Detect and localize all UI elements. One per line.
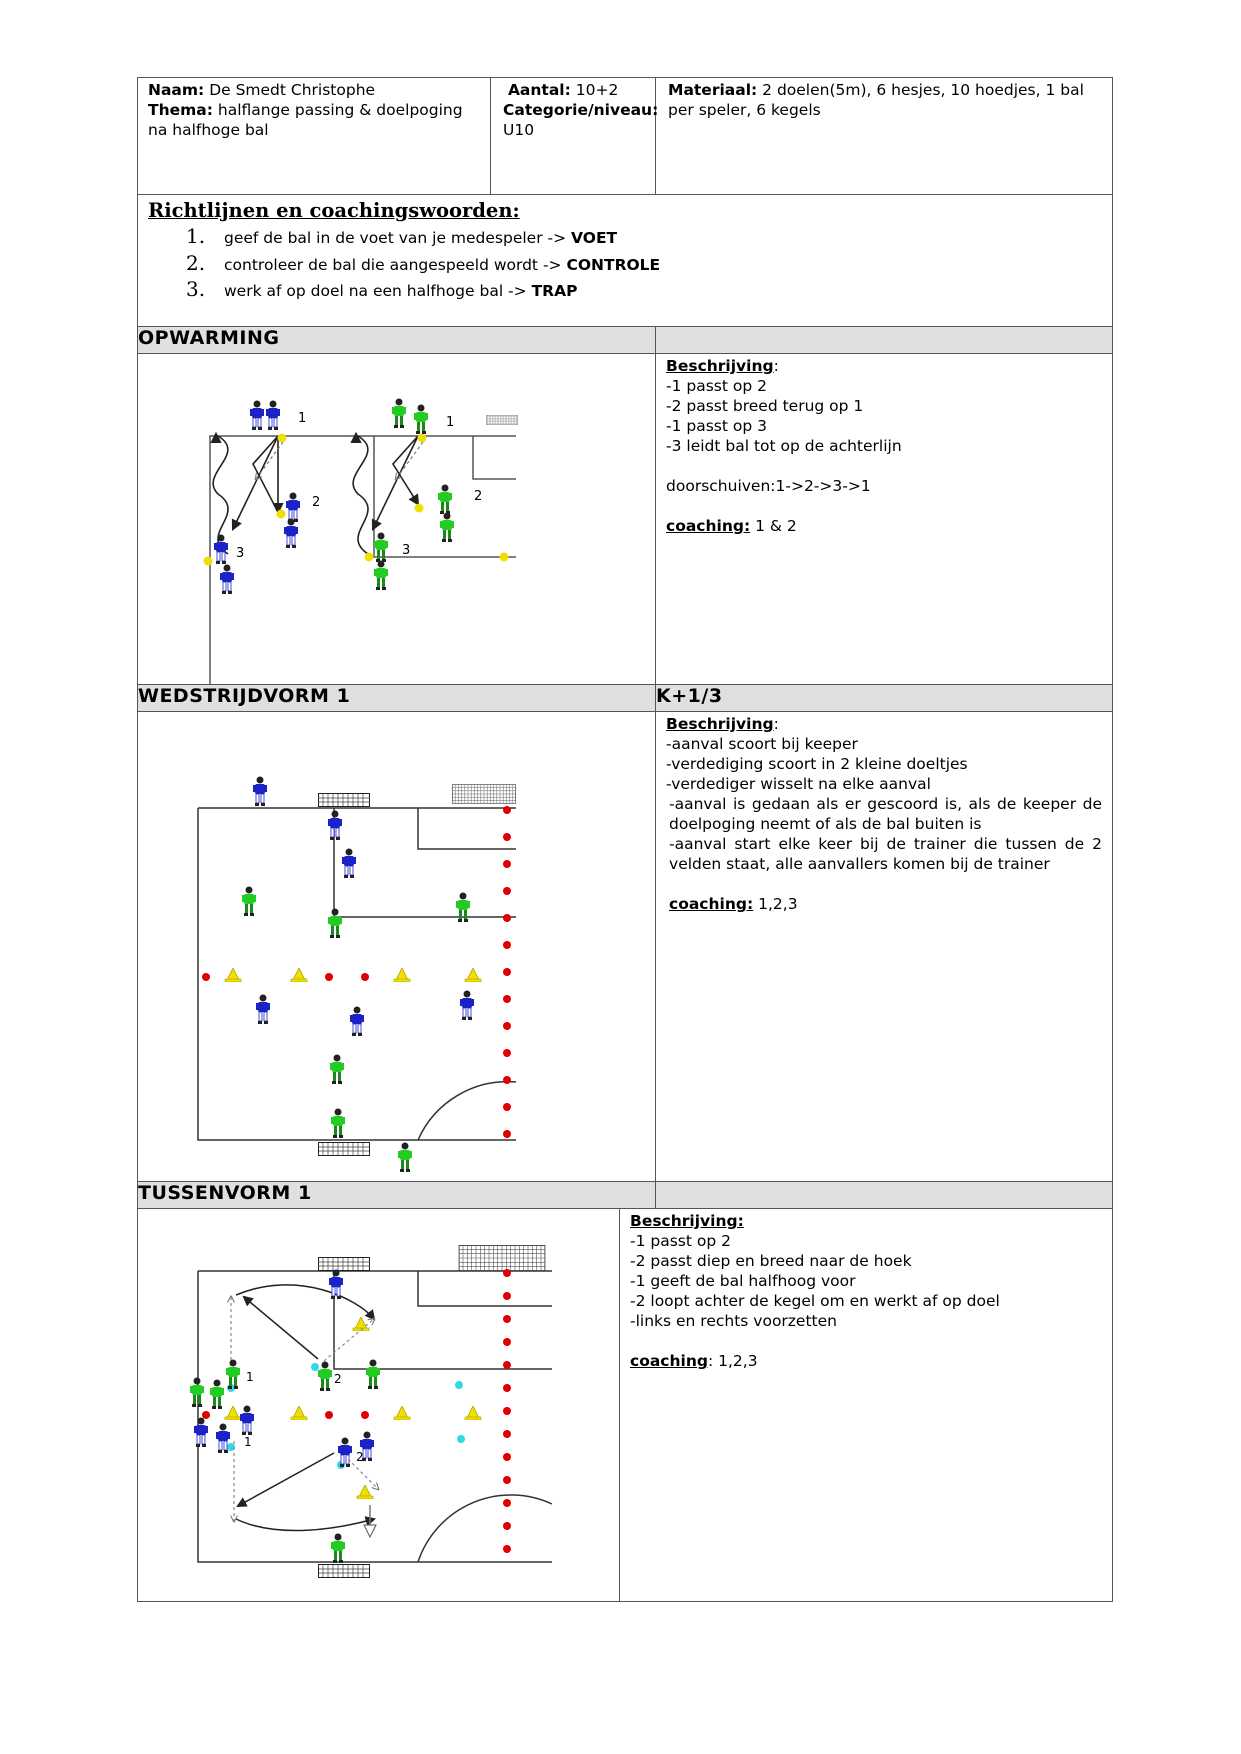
keeper-green-icon [331,1534,345,1564]
description-line: -verdediger wisselt na elke aanval [666,775,931,793]
description-line: -links en rechts voorzetten [630,1312,837,1330]
cone-icon [225,968,241,982]
keeper-blue-icon [328,811,342,841]
tussenvorm-diagram [138,1209,620,1602]
thema-label: Thema: [148,101,213,119]
guideline-item [148,224,1102,251]
section-header-wedstrijdvorm [138,685,1113,712]
section-subtitle [656,1182,1113,1209]
coaching-label: coaching: [666,517,751,535]
player-blue-icon [240,1406,254,1436]
session-table [137,77,1113,1602]
player-blue-icon [266,401,280,431]
description-line: -1 geeft de bal halfhoog voor [630,1272,856,1290]
section-title: WEDSTRIJDVORM 1 [138,685,656,712]
cone-icon [465,968,481,982]
guideline-text [224,282,577,300]
player-green-icon [366,1360,380,1390]
tussenvorm-field [138,1209,582,1601]
guideline-item [148,251,1102,278]
naam-value: De Smedt Christophe [209,81,376,99]
section-title: TUSSENVORM 1 [138,1182,656,1209]
player-green-icon [242,887,256,917]
session-sheet [137,77,1112,1602]
coaching-line [630,1351,1102,1371]
player-green-icon [392,399,406,429]
player-green-icon [438,485,452,515]
cone-icon [291,968,307,982]
opwarming-field [138,354,620,684]
player-green-icon [440,513,454,543]
coaching-label: coaching: [669,895,754,913]
player-number-label: 2 [334,1372,342,1386]
description-line: -1 passt op 2 [630,1232,731,1250]
opwarming-description [656,354,1113,685]
goal-icon [319,1565,370,1578]
description-line: -verdediging scoort in 2 kleine doeltjes [666,755,968,773]
coaching-value: : 1,2,3 [707,1352,758,1370]
cone-icon [394,968,410,982]
description-heading [666,356,1102,376]
cone-icon [357,1485,373,1499]
guidelines-title: Richtlijnen en coachingswoorden: [148,199,520,222]
player-number-label: 3 [402,543,411,558]
section-header-opwarming [138,327,1113,354]
cone-icon [465,1406,481,1420]
player-number-label: 1 [244,1435,252,1449]
keeper-green-icon [331,1109,345,1139]
player-green-icon [374,561,388,591]
right-drill [353,399,508,591]
section-subtitle: K+1/3 [656,685,1113,712]
description-line: -1 passt op 3 [666,417,768,435]
header-row [138,78,1113,195]
player-number-label: 2 [474,489,483,504]
guideline-number: 1. [186,224,206,248]
coaching-label: coaching [630,1352,708,1370]
description-line: -aanval scoort bij keeper [666,735,858,753]
player-blue-icon [250,401,264,431]
player-green-icon [318,1362,332,1392]
coaching-value: 1,2,3 [758,895,798,913]
guideline-number: 3. [186,277,206,301]
guideline-item [148,277,1102,304]
thema-value: halflange passing & doelpoging na halfhoge bal [148,101,463,139]
wedstrijdvorm-field [138,712,620,1181]
description-line: -2 loopt achter de kegel om en werkt af op doel [630,1292,1000,1310]
player-blue-icon [286,493,300,523]
guidelines-cell [138,195,1113,327]
goal-icon [319,1258,370,1271]
left-drill [204,401,321,595]
coaching-line [666,894,1102,914]
opwarming-diagram [138,354,656,685]
guideline-keyword: VOET [571,229,618,247]
section-title: OPWARMING [138,327,656,354]
wedstrijdvorm-description [656,712,1113,1182]
player-blue-icon [220,565,234,595]
player-green-icon [328,909,342,939]
aantal-label: Aantal: [507,81,571,99]
description-heading-colon: : [773,715,779,733]
description-heading-text: Beschrijving [666,715,774,733]
description-line: -aanval start elke keer bij de trainer die tussen de 2 velden staat, alle aanvallers komen bij de trainer [669,835,1103,873]
guidelines-row [138,195,1113,327]
guideline-sentence: geef de bal in de voet van je medespeler -> [224,229,567,247]
description-line: -3 leidt bal tot op de achterlijn [666,437,902,455]
player-number-label: 2 [356,1450,364,1464]
cone-icon [394,1406,410,1420]
description-heading [630,1211,1102,1231]
player-number-label: 3 [236,546,245,561]
categorie-label: Categorie/niveau: [503,101,659,119]
player-blue-icon [284,519,298,549]
description-heading-text: Beschrijving: [630,1212,744,1230]
section-body-wedstrijdvorm [138,712,1113,1182]
categorie-value: U10 [503,121,535,139]
cone-icon [225,1406,241,1420]
guideline-sentence: controleer de bal die aangespeeld wordt -> [224,255,562,274]
guideline-keyword: TRAP [531,282,578,300]
description-heading-colon: : [773,357,779,375]
guidelines-list [148,224,1102,304]
aantal-value: 10+2 [575,81,619,99]
player-green-icon [414,405,428,435]
tussenvorm-description [620,1209,1113,1602]
description-heading-text: Beschrijving [666,357,774,375]
guideline-sentence: werk af op doel na een halfhoge bal -> [224,282,527,300]
materiaal-value: 2 doelen(5m), 6 hesjes, 10 hoedjes, 1 bal per speler, 6 kegels [668,81,1084,119]
coaching-line [666,516,1102,536]
section-body-opwarming [138,354,1113,685]
header-cell-aantal [491,78,659,195]
description-line: -2 passt diep en breed naar de hoek [630,1252,912,1270]
player-number-label: 1 [246,1370,254,1384]
guideline-text [224,256,660,274]
player-green-icon [210,1380,224,1410]
section-header-tussenvorm [138,1182,1113,1209]
section-subtitle [656,327,1113,354]
naam-label: Naam: [148,81,205,99]
materiaal-label: Materiaal: [668,81,758,99]
player-number-label: 1 [446,415,455,430]
goal-net-icon [452,784,516,803]
player-blue-icon [253,777,267,807]
header-cell-materiaal [656,78,1113,195]
guideline-number: 2. [186,250,206,275]
player-green-icon [330,1055,344,1085]
description-line: -aanval is gedaan als er gescoord is, als de keeper de doelpoging neemt of als de bal buiten is [669,795,1103,833]
header-cell-naam [138,78,491,195]
player-blue-icon [342,849,356,879]
player-blue-icon [214,535,228,565]
cone-icon [291,1406,307,1420]
description-line: -1 passt op 2 [666,377,768,395]
player-blue-icon [256,995,270,1025]
red-marker-line [202,806,511,1138]
player-green-icon [190,1378,204,1408]
player-green-icon [398,1143,412,1173]
goal-icon [319,1143,370,1156]
coaching-value: 1 & 2 [755,517,797,535]
guideline-keyword: CONTROLE [566,255,661,274]
goal-icon [319,794,370,807]
rotation-text: doorschuiven:1->2->3->1 [666,477,871,495]
section-body-tussenvorm [138,1209,1113,1602]
player-number-label: 2 [312,495,321,510]
player-number-label: 1 [298,411,307,426]
description-line: -2 passt breed terug op 1 [666,397,864,415]
player-blue-icon [460,991,474,1021]
description-heading [666,714,1102,734]
wedstrijdvorm-diagram [138,712,656,1182]
goal-net-icon [486,415,518,425]
player-blue-icon [350,1007,364,1037]
player-blue-icon [194,1418,208,1448]
guideline-text [224,229,617,247]
cone-icon [353,1317,369,1331]
goal-net-icon [459,1245,546,1271]
